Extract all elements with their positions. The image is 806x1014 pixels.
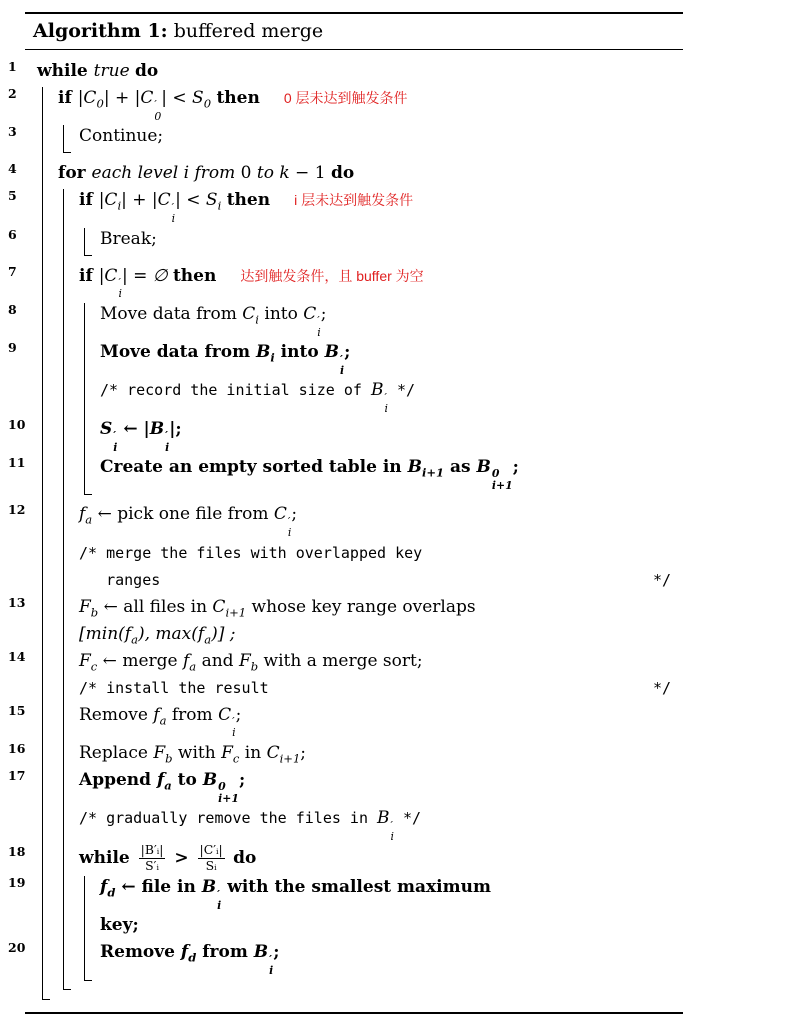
code-segment: $f_a$ — [156, 769, 172, 793]
code-segment: for — [58, 163, 92, 184]
code-segment: 0 — [240, 163, 257, 184]
code-segment: $f_a$ — [197, 623, 212, 646]
code-line — [8, 767, 683, 805]
code-segment: $B_{i+1}$ — [407, 456, 445, 480]
line-number: 8 — [8, 301, 17, 317]
line-number: 7 — [8, 263, 17, 279]
code-segment: with — [172, 742, 222, 763]
code-segment: B ′ i — [370, 380, 388, 416]
code-segment: with a merge sort; — [258, 650, 423, 671]
code-segment: Replace — [79, 742, 154, 763]
line-number: 17 — [8, 767, 26, 783]
line-number: 14 — [8, 648, 26, 664]
fraction-denominator: S′ᵢ — [145, 858, 159, 874]
code-segment: Remove — [100, 942, 181, 963]
line-number: 3 — [8, 124, 17, 140]
algorithm-figure — [8, 12, 683, 1014]
line-number: 20 — [8, 940, 26, 956]
code-segment: ), max( — [137, 623, 198, 644]
code-segment: $|C_i$ — [98, 190, 122, 213]
code-segment: B ′ i — [377, 808, 394, 843]
code-comment: /* merge the files with overlapped key — [79, 543, 423, 562]
line-number: 18 — [8, 844, 26, 860]
line-number: 4 — [8, 161, 17, 177]
code-segment: $C_{i+1}$ — [266, 742, 301, 766]
line-number: 13 — [8, 594, 26, 610]
line-number: 10 — [8, 416, 26, 432]
code-line — [8, 160, 683, 187]
code-segment: then — [172, 265, 217, 286]
code-segment: $C_i$ — [242, 303, 259, 327]
code-segment: Move data from — [100, 303, 243, 324]
code-segment: $f_d$ — [100, 877, 116, 900]
code-segment: $B_i$ — [255, 342, 275, 365]
code-segment: into — [259, 303, 304, 324]
code-line — [8, 501, 683, 540]
code-line — [8, 702, 683, 740]
code-segment: | < $S_0$ — [161, 88, 212, 111]
code-segment: ← merge — [97, 650, 183, 671]
code-segment: C ′ i — [218, 704, 236, 740]
code-segment: [min( — [79, 623, 125, 644]
code-segment: from — [166, 704, 219, 725]
code-segment: if — [79, 190, 99, 211]
algorithm-body — [8, 50, 683, 1012]
code-segment: B ′ i — [201, 877, 222, 912]
code-segment: B 0 i+1 — [202, 769, 239, 805]
code-segment: $f_a$ — [124, 623, 138, 646]
sup-sub-stack: ′ i — [232, 714, 236, 740]
sup-sub-stack: 0 i+1 — [218, 780, 239, 805]
sup-sub-stack: ′ i — [390, 818, 394, 843]
sup-sub-stack: ′ i — [269, 952, 274, 978]
sup-sub-stack: ′ i — [118, 276, 122, 301]
code-line-continuation — [25, 675, 683, 702]
code-segment: in — [239, 742, 267, 763]
code-segment: $f_a$ — [153, 704, 167, 727]
code-segment: as — [444, 456, 477, 477]
line-number: 12 — [8, 502, 26, 518]
code-comment: */ — [652, 570, 671, 589]
code-segment: $f_a$ — [79, 504, 93, 527]
code-segment: Append — [79, 769, 157, 790]
code-segment: ← pick one file from — [92, 504, 274, 525]
sup-sub-stack: ′ i — [384, 390, 388, 416]
sup-sub-stack: ′ i — [339, 352, 345, 377]
fraction-denominator: Sᵢ — [205, 858, 217, 874]
code-segment: ← | — [117, 418, 150, 439]
code-line — [8, 226, 683, 253]
code-line-continuation — [25, 567, 683, 594]
code-segment: $|C_0$ — [77, 88, 104, 111]
code-line — [8, 939, 683, 978]
sup-sub-stack: 0 i+1 — [491, 467, 513, 492]
code-segment: then — [226, 190, 271, 211]
fraction — [198, 843, 225, 874]
code-comment: /* install the result — [79, 678, 269, 697]
code-segment: )] ; — [211, 623, 236, 644]
code-line-continuation — [25, 912, 683, 939]
annotation-text: 达到触发条件，且 buffer 为空 — [240, 267, 424, 284]
code-line — [8, 58, 683, 85]
code-segment: ; — [344, 342, 351, 363]
block-scope-line — [84, 303, 92, 495]
annotation-text: 0 层未达到触发条件 — [283, 90, 408, 106]
code-segment: Move data from — [100, 342, 256, 363]
code-segment: C ′ i — [273, 504, 292, 540]
code-segment: with the smallest maximum — [221, 877, 491, 898]
code-segment: B ′ i — [253, 942, 274, 978]
code-segment: | = ∅ — [121, 265, 173, 286]
code-segment: into — [274, 342, 325, 363]
code-line — [8, 842, 683, 874]
code-segment: |C ′ i — [98, 265, 122, 301]
code-segment: while — [37, 61, 94, 81]
code-line — [8, 416, 683, 454]
code-line-continuation — [25, 805, 683, 843]
code-line-continuation — [25, 540, 683, 567]
code-segment: true — [93, 61, 130, 81]
code-segment: Continue; — [79, 126, 164, 147]
algorithm-caption-label: Algorithm 1: — [33, 20, 168, 42]
line-number: 1 — [8, 59, 17, 74]
code-segment: and — [196, 650, 239, 671]
block-scope-line — [63, 189, 71, 990]
sup-sub-stack: ′ i — [217, 887, 222, 912]
line-number: 5 — [8, 188, 17, 204]
code-comment: ranges — [79, 570, 161, 589]
code-line — [8, 874, 683, 912]
code-segment: ; — [238, 769, 246, 790]
code-segment: do — [233, 848, 257, 869]
sup-sub-stack: ′ i — [113, 429, 118, 454]
code-segment: B ′ i — [149, 418, 170, 454]
fraction-numerator: |B′ᵢ| — [140, 842, 164, 858]
code-line — [8, 301, 683, 339]
code-segment: ; — [320, 303, 327, 324]
fraction-numerator: |C′ᵢ| — [199, 842, 223, 858]
code-line — [8, 263, 683, 301]
code-line — [8, 594, 683, 621]
code-line — [8, 123, 683, 150]
code-segment: if — [58, 88, 78, 108]
code-segment: ; — [291, 504, 298, 525]
line-number: 2 — [8, 86, 17, 101]
code-comment: /* record the initial size of — [100, 381, 371, 400]
code-segment: then — [216, 88, 260, 108]
code-segment: B 0 i+1 — [476, 456, 513, 492]
code-segment: ; — [512, 456, 519, 477]
sup-sub-stack: ′ i — [317, 314, 321, 339]
code-segment: to — [171, 769, 203, 790]
code-line — [8, 740, 683, 767]
code-line — [8, 454, 683, 492]
code-segment: $f_d$ — [180, 942, 197, 965]
code-segment: C ′ i — [303, 303, 321, 339]
sup-sub-stack: ′ i — [171, 200, 176, 226]
code-segment: $F_c$ — [79, 650, 98, 673]
algorithm-caption-title: buffered merge — [167, 20, 324, 42]
code-segment: $f_a$ — [182, 650, 197, 673]
code-segment: $F_b$ — [238, 650, 259, 673]
line-number: 9 — [8, 340, 17, 356]
line-number: 16 — [8, 740, 26, 756]
code-segment: Break; — [100, 228, 157, 249]
code-segment: if — [79, 265, 99, 286]
code-segment: ← file in — [115, 877, 202, 898]
code-segment: whose key range overlaps — [246, 596, 476, 617]
code-segment: S ′ i — [100, 418, 118, 454]
code-segment: k — [279, 163, 290, 184]
sup-sub-stack: ′ i — [165, 429, 170, 454]
line-number: 19 — [8, 875, 26, 891]
code-segment: |; — [169, 418, 182, 439]
code-segment: − 1 — [289, 163, 331, 184]
code-segment: do — [135, 61, 159, 81]
code-comment: */ — [387, 381, 416, 400]
block-scope-line — [84, 876, 92, 981]
code-segment: from — [196, 942, 254, 963]
block-scope-line — [42, 87, 50, 1000]
fraction — [139, 843, 166, 874]
code-line-continuation — [25, 621, 683, 648]
code-comment: */ — [394, 809, 422, 828]
code-comment: /* gradually remove the files in — [79, 809, 378, 828]
code-segment: ; — [273, 942, 280, 963]
code-segment: each level i from — [91, 163, 241, 184]
annotation-text: i 层未达到触发条件 — [294, 192, 414, 209]
code-segment: do — [330, 163, 355, 184]
code-segment: $F_c$ — [221, 742, 240, 766]
code-line — [8, 85, 683, 123]
code-segment: ; — [300, 742, 307, 763]
code-segment: Remove — [79, 704, 154, 725]
line-number: 6 — [8, 226, 17, 242]
code-segment: > — [168, 848, 195, 869]
code-segment: | + |C ′ i — [121, 190, 176, 226]
block-scope-line — [63, 125, 71, 153]
line-number: 11 — [8, 454, 26, 470]
code-line-continuation — [25, 377, 683, 415]
line-number: 15 — [8, 702, 26, 718]
code-segment: $F_b$ — [153, 742, 173, 766]
code-segment: to — [256, 163, 280, 184]
code-segment: | < $S_i$ — [175, 190, 222, 213]
code-segment: ; — [235, 704, 242, 725]
code-line — [8, 339, 683, 377]
code-segment: Create an empty sorted table in — [100, 456, 408, 477]
code-segment: while — [79, 848, 136, 869]
code-segment: $F_b$ — [79, 596, 99, 619]
code-segment: B ′ i — [324, 342, 345, 377]
code-line — [8, 187, 683, 226]
block-scope-line — [84, 228, 92, 256]
code-line — [8, 648, 683, 675]
code-segment: ← all files in — [98, 596, 213, 617]
code-segment: $C_{i+1}$ — [212, 596, 247, 619]
code-comment: */ — [652, 678, 671, 697]
code-segment: key; — [100, 915, 139, 936]
sup-sub-stack: ′ 0 — [154, 98, 162, 123]
sup-sub-stack: ′ i — [287, 514, 292, 540]
code-segment: | + |C ′ 0 — [103, 88, 162, 123]
algorithm-caption — [25, 14, 683, 50]
